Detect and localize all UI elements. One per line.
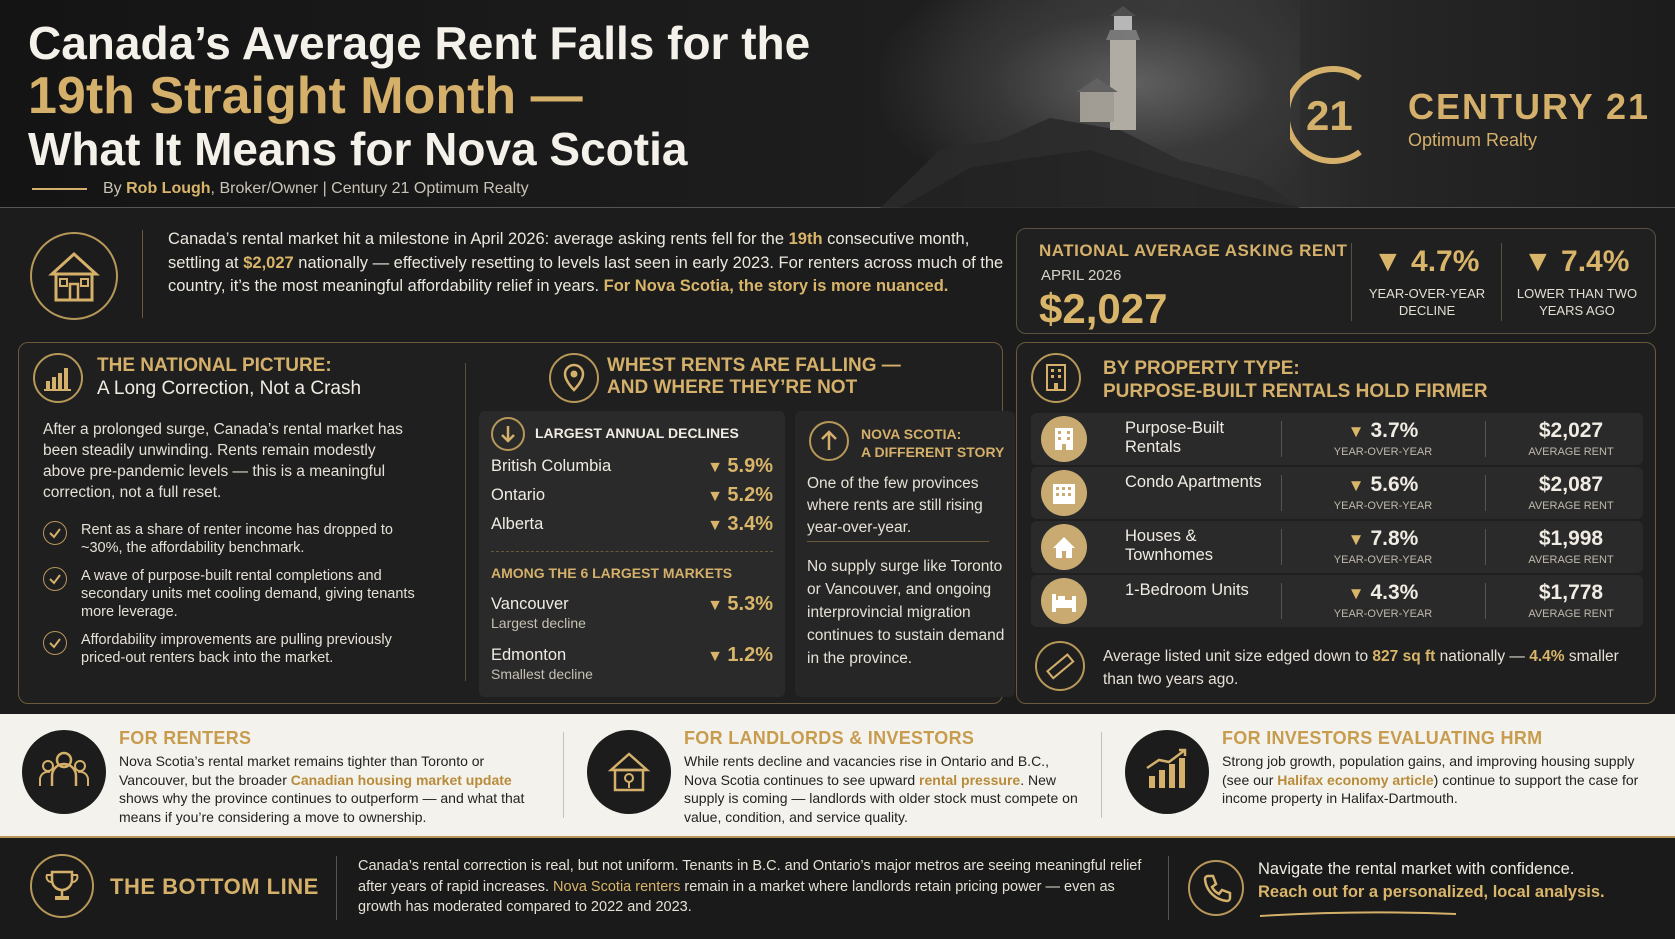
bar-chart-icon: [33, 353, 83, 403]
check-icon: [43, 567, 67, 591]
bottom-highlight: Nova Scotia renters: [553, 878, 681, 895]
nova-scotia-title-line-2: A DIFFERENT STORY: [861, 444, 1005, 460]
property-price: $2,087: [1538, 473, 1604, 496]
byline-suffix: , Broker/Owner | Century 21 Optimum Realty: [210, 180, 529, 197]
byline: [32, 180, 529, 198]
check-icon: [43, 521, 67, 545]
bottom-divider: [1168, 856, 1169, 920]
bottom-text-2: remain in a market where landlords retain pricing power — even as growth has moderated compared to 2022 and 2023.: [358, 878, 1115, 915]
province-decline-value: 3.4%: [727, 513, 773, 535]
declines-divider: [491, 551, 773, 552]
national-average-label: NATIONAL AVERAGE ASKING RENT: [1039, 241, 1348, 260]
title-line-3: What It Means for Nova Scotia: [28, 123, 688, 175]
landlords-text-1: While rents decline and vacancies rise in Ontario and B.C., Nova Scotia continues to see upward: [684, 753, 1049, 788]
falling-title-line-2: AND WHERE THEY’RE NOT: [607, 377, 858, 398]
national-picture-body: After a prolonged surge, Canada’s rental market has been steadily unwinding. Rents remain modestly above pre-pandemic levels — this is a meaningful correction, not a full reset.: [43, 421, 403, 501]
province-name: Alberta: [491, 515, 544, 533]
two-year-decline-value: 7.4%: [1561, 245, 1630, 278]
house-icon: [1041, 524, 1087, 570]
property-name: Houses & Townhomes: [1125, 527, 1214, 564]
nova-scotia-text-2: No supply surge like Toronto or Vancouver, and ongoing interprovincial migration continues to sustain demand in the province.: [807, 558, 1005, 667]
up-arrow-circle-icon: [809, 421, 849, 461]
down-arrow-icon: ▼: [1347, 422, 1365, 441]
trophy-icon: [30, 854, 94, 918]
list-item-text: Rent as a share of renter income has dropped to ~30%, the affordability benchmark.: [81, 522, 393, 556]
stat-divider: [1501, 243, 1502, 321]
unit-size-note: [1103, 645, 1643, 691]
list-item: [43, 567, 423, 621]
bottom-line-title: THE BOTTOM LINE: [110, 874, 319, 899]
unit-size-text-1: Average listed unit size edged down to: [1103, 648, 1373, 665]
declines-heading: LARGEST ANNUAL DECLINES: [535, 425, 739, 441]
row-divider: [1485, 475, 1486, 511]
intro-highlight-rent: $2,027: [243, 253, 294, 272]
apartment-building-icon: [1031, 353, 1081, 403]
row-divider: [1281, 583, 1282, 619]
logo-ring-icon: [1290, 64, 1372, 166]
property-title-line-1: BY PROPERTY TYPE:: [1103, 358, 1300, 379]
lighthouse-photo: [880, 0, 1300, 208]
yoy-caption: YEAR-OVER-YEAR: [1333, 554, 1433, 566]
market-decline: [707, 644, 773, 667]
falling-title: [607, 355, 901, 399]
investors-title: FOR INVESTORS EVALUATING HRM: [1222, 728, 1543, 748]
list-item-text: Affordability improvements are pulling previously priced-out renters back into the market.: [81, 632, 392, 666]
housing-market-update-link[interactable]: Canadian housing market update: [290, 771, 512, 788]
unit-size-value: 827 sq ft: [1372, 648, 1436, 665]
market-row: [491, 646, 773, 690]
down-arrow-icon: ▼: [707, 459, 728, 476]
renters-text-2: shows why the province continues to outperform — and what that means if you’re considering a move to ownership.: [119, 790, 525, 825]
intro-divider: [142, 230, 143, 318]
avg-caption: AVERAGE RENT: [1528, 554, 1614, 566]
yoy-decline: [1373, 245, 1479, 279]
row-divider: [1281, 529, 1282, 565]
down-arrow-icon: ▼: [707, 517, 728, 534]
market-name: Vancouver: [491, 595, 569, 613]
yoy-decline-label: YEAR-OVER-YEAR DECLINE: [1368, 286, 1486, 318]
property-price: $1,778: [1538, 581, 1604, 604]
property-yoy-value: 7.8%: [1370, 527, 1419, 550]
property-yoy: [1313, 581, 1453, 605]
down-arrow-icon: ▼: [707, 648, 728, 665]
down-arrow-icon: ▼: [707, 488, 728, 505]
audience-divider: [563, 732, 564, 818]
property-type-title: [1103, 357, 1488, 403]
intro-highlight-ns: For Nova Scotia, the story is more nuanced.: [603, 277, 949, 295]
national-picture-list: [43, 521, 423, 677]
property-yoy-value: 5.6%: [1370, 473, 1419, 496]
province-name: British Columbia: [491, 457, 612, 475]
century21-logo: [1290, 64, 1650, 174]
down-arrow-icon: ▼: [1373, 245, 1412, 278]
province-decline-value: 5.2%: [727, 484, 773, 506]
property-row: [1031, 413, 1643, 465]
condo-icon: [1041, 470, 1087, 516]
province-name: Ontario: [491, 486, 546, 504]
property-name: 1-Bedroom Units: [1125, 581, 1249, 599]
panel-divider: [465, 363, 466, 681]
location-pin-icon: [549, 353, 599, 403]
intro-text-3: nationally — effectively resetting to levels last seen in early 2023. For renters across much of the country, it’s the most meaningful affordability relief in years.: [168, 253, 1004, 295]
header: [0, 0, 1675, 208]
property-price: $2,027: [1538, 419, 1604, 442]
check-icon: [43, 631, 67, 655]
intro-highlight-19th: 19th: [788, 230, 823, 248]
house-key-icon: [587, 730, 671, 814]
down-arrow-icon: ▼: [1347, 476, 1365, 495]
property-row: [1031, 575, 1643, 627]
audience-divider: [1101, 732, 1102, 818]
title-line-2: 19th Straight Month —: [28, 67, 583, 125]
province-decline: [707, 455, 773, 478]
down-arrow-icon: ▼: [1347, 530, 1365, 549]
intro-paragraph: [168, 228, 1008, 299]
property-yoy-value: 3.7%: [1370, 419, 1419, 442]
province-decline: [707, 484, 773, 507]
row-divider: [1485, 421, 1486, 457]
intro-text-1: Canada’s rental market hit a milestone in April 2026: average asking rents fell for the: [168, 230, 789, 248]
market-note: Smallest decline: [491, 666, 593, 682]
author-name: Rob Lough: [126, 180, 211, 197]
nova-scotia-title: [861, 425, 1004, 461]
bottom-line-body: [358, 856, 1158, 918]
declines-card: [479, 411, 785, 697]
avg-caption: AVERAGE RENT: [1528, 608, 1614, 620]
renters-text-1: Nova Scotia’s rental market remains tighter than Toronto or Vancouver, but the broader: [119, 753, 485, 788]
avg-caption: AVERAGE RENT: [1528, 500, 1614, 512]
halifax-economy-link[interactable]: Halifax economy article: [1277, 771, 1434, 788]
logo-mark: 21: [1306, 92, 1353, 139]
unit-size-pct: 4.4%: [1529, 648, 1565, 665]
nova-scotia-title-line-1: NOVA SCOTIA:: [861, 426, 962, 442]
property-row: [1031, 467, 1643, 519]
row-divider: [1281, 421, 1282, 457]
bottom-line-band: [0, 836, 1675, 939]
national-picture-subtitle: A Long Correction, Not a Crash: [97, 378, 362, 399]
property-yoy: [1313, 527, 1453, 551]
bed-icon: [1041, 578, 1087, 624]
property-type-panel: [1016, 342, 1656, 704]
decline-row: [491, 457, 773, 483]
renters-title: FOR RENTERS: [119, 728, 252, 748]
province-decline: [707, 513, 773, 536]
growth-chart-icon: [1125, 730, 1209, 814]
people-group-icon: [22, 730, 106, 814]
property-yoy-value: 4.3%: [1370, 581, 1419, 604]
intro-text-2: consecutive month, settling at: [168, 230, 970, 272]
logo-name: CENTURY 21: [1408, 86, 1651, 127]
two-year-decline-label: LOWER THAN TWO YEARS AGO: [1516, 286, 1638, 318]
market-note: Largest decline: [491, 615, 586, 631]
nova-scotia-text-1: One of the few provinces where rents are still rising year-over-year.: [807, 475, 983, 536]
bottom-divider: [336, 856, 337, 920]
byline-prefix: By: [103, 180, 127, 197]
market-decline-value: 5.3%: [727, 593, 773, 615]
list-item: [43, 521, 423, 557]
decline-row: [491, 515, 773, 541]
nova-scotia-divider: [807, 541, 989, 542]
landlords-body: [684, 752, 1084, 826]
market-name: Edmonton: [491, 646, 567, 664]
national-average-date: APRIL 2026: [1041, 267, 1122, 284]
down-arrow-icon: ▼: [1347, 584, 1365, 603]
property-name: Purpose-Built Rentals: [1125, 419, 1225, 456]
byline-rule: [32, 188, 87, 190]
landlords-title: FOR LANDLORDS & INVESTORS: [684, 728, 975, 748]
decline-row: [491, 486, 773, 512]
yoy-caption: YEAR-OVER-YEAR: [1333, 608, 1433, 620]
list-item-text: A wave of purpose-built rental completions and secondary units met cooling demand, giving tenants more leverage.: [81, 568, 415, 620]
row-divider: [1281, 475, 1282, 511]
rental-pressure-link[interactable]: rental pressure: [919, 771, 1021, 788]
phone-icon[interactable]: [1188, 860, 1244, 916]
unit-size-text-3: smaller than two years ago.: [1103, 648, 1619, 688]
market-decline: [707, 593, 773, 616]
unit-size-text-2: nationally —: [1435, 648, 1530, 665]
property-name: Condo Apartments: [1125, 473, 1262, 491]
audience-band: [0, 714, 1675, 836]
ruler-icon: [1035, 641, 1085, 691]
avg-caption: AVERAGE RENT: [1528, 446, 1614, 458]
cta-underline: [1258, 910, 1458, 918]
property-yoy: [1313, 473, 1453, 497]
two-year-decline: [1523, 245, 1629, 279]
property-title-line-2: PURPOSE-BUILT RENTALS HOLD FIRMER: [1103, 381, 1488, 402]
down-arrow-icon: ▼: [707, 597, 728, 614]
cta-line-1: Navigate the rental market with confidence.: [1258, 860, 1575, 878]
national-average-card: [1016, 228, 1656, 334]
logo-subtitle: Optimum Realty: [1408, 130, 1538, 150]
renters-body: [119, 752, 549, 826]
row-divider: [1485, 529, 1486, 565]
down-arrow-circle-icon: [491, 417, 525, 451]
title-line-1: Canada’s Average Rent Falls for the: [28, 17, 811, 69]
national-average-value: $2,027: [1039, 285, 1168, 332]
market-decline-value: 1.2%: [727, 644, 773, 666]
nova-scotia-card: [795, 411, 1015, 697]
falling-title-line-1: WHEST RENTS ARE FALLING —: [607, 355, 901, 376]
national-picture-title: THE NATIONAL PICTURE:: [97, 355, 332, 376]
house-icon: [30, 232, 118, 320]
investors-text-2: ) continue to support the case for income property in Halifax-Dartmouth.: [1222, 771, 1639, 806]
property-row: [1031, 521, 1643, 573]
down-arrow-icon: ▼: [1523, 245, 1562, 278]
stat-divider: [1351, 243, 1352, 321]
bottom-text-1: Canada’s rental correction is real, but not uniform. Tenants in B.C. and Ontario’s major metros are seeing meaningful relief after years of rapid increases.: [358, 858, 1142, 895]
market-row: [491, 595, 773, 639]
landlords-text-2: . New supply is coming — landlords with older stock must compete on value, condition, and service quality.: [684, 771, 1078, 825]
investors-text-1: Strong job growth, population gains, and improving housing supply (see our: [1222, 753, 1635, 788]
property-price: $1,998: [1538, 527, 1604, 550]
investors-body: [1222, 752, 1642, 808]
property-yoy: [1313, 419, 1453, 443]
list-item: [43, 631, 423, 667]
yoy-decline-value: 4.7%: [1411, 245, 1480, 278]
row-divider: [1485, 583, 1486, 619]
building-icon: [1041, 416, 1087, 462]
cta-line-2[interactable]: Reach out for a personalized, local analysis.: [1258, 883, 1605, 901]
province-decline-value: 5.9%: [727, 455, 773, 477]
yoy-caption: YEAR-OVER-YEAR: [1333, 500, 1433, 512]
markets-heading: AMONG THE 6 LARGEST MARKETS: [491, 565, 733, 581]
yoy-caption: YEAR-OVER-YEAR: [1333, 446, 1433, 458]
national-picture-panel: [18, 342, 1003, 704]
